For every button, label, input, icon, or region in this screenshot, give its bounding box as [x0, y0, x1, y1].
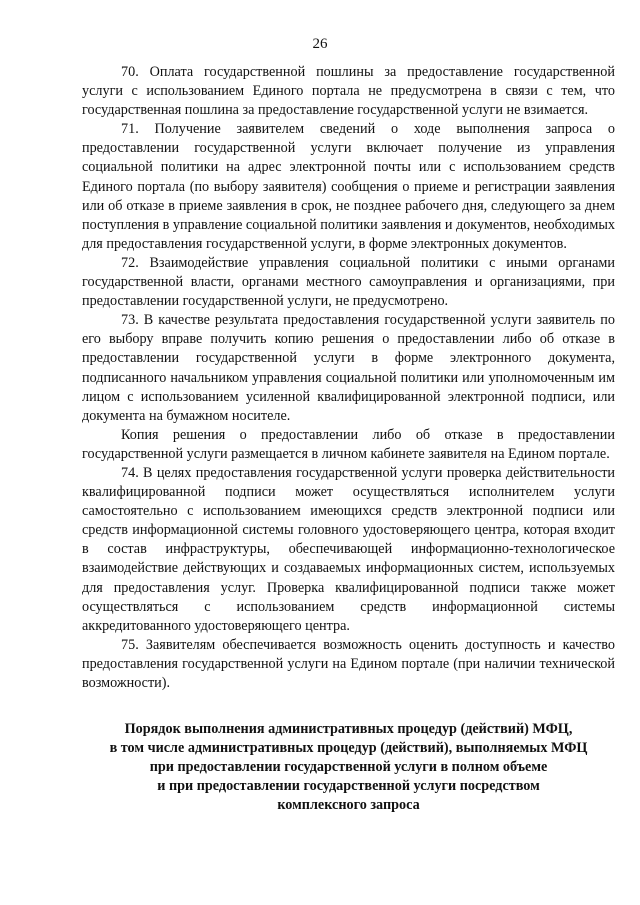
- section-heading: [82, 720, 615, 815]
- heading-line: Порядок выполнения административных процедур (действий) МФЦ,: [124, 721, 573, 737]
- paragraph-71: 71. Получение заявителем сведений о ходе выполнения запроса о предоставлении государственной услуги включает получение из управления социальной политики на адрес электронной почты или с использованием средств Единого портала (по выбору заявителя) сообщения о приеме и регистрации заявления или об отказе в приеме заявления в срок, не позднее рабочего дня, следующего за днем поступления в управление социальной политики заявления и документов, необходимых для предоставления государственной услуги, в форме электронных документов.: [82, 121, 615, 252]
- page-number: 26: [312, 36, 328, 52]
- document-body: [82, 63, 615, 693]
- heading-line: и при предоставлении государственной услуги посредством: [157, 778, 540, 795]
- paragraph-72: 72. Взаимодействие управления социальной политики с иными органами государственной власти, органами местного самоуправления и организациями, при предоставлении государственной услуги, не предусмотрено.: [82, 254, 615, 310]
- paragraph-70: 70. Оплата государственной пошлины за предоставление государственной услуги с использованием Единого портала не предусмотрена в связи с тем, что государственная пошлина за предоставление государственной услуги не взимается.: [82, 64, 615, 119]
- heading-line: при предоставлении государственной услуги в полном объеме: [149, 759, 548, 776]
- paragraph-75: 75. Заявителям обеспечивается возможность оценить доступность и качество предоставления государственной услуги на Едином портале (при наличии технической возможности).: [82, 636, 615, 691]
- paragraph-74: 74. В целях предоставления государственной услуги проверка действительности квалифицированной подписи может осуществляться исполнителем услуги самостоятельно с использованием имеющихся средств электронной подписи или средств информационной системы головного удостоверяющего центра, которая входит в состав инфраструктуры, обеспечивающей информационно-технологическое взаимодействие действующих и создаваемых информационных систем, используемых для предоставления услуг. Проверка квалифицированной подписи также может осуществляться с использованием средств информационной системы аккредитованного удостоверяющего центра.: [82, 464, 615, 634]
- paragraph-73: 73. В качестве результата предоставления государственной услуги заявитель по его выбору вправе получить копию решения о предоставлении либо об отказе в предоставлении государственной услуги в форме электронного документа, подписанного начальником управления социальной политики или уполномоченным им лицом с использованием усиленной квалифицированной электронной подписи, или документа на бумажном носителе.: [82, 312, 615, 424]
- paragraph-73-copy: Копия решения о предоставлении либо об отказе в предоставлении государственной услуги размещается в личном кабинете заявителя на Едином портале.: [82, 426, 615, 462]
- heading-line: комплексного запроса: [277, 797, 420, 814]
- heading-line: в том числе административных процедур (действий), выполняемых МФЦ: [109, 740, 588, 757]
